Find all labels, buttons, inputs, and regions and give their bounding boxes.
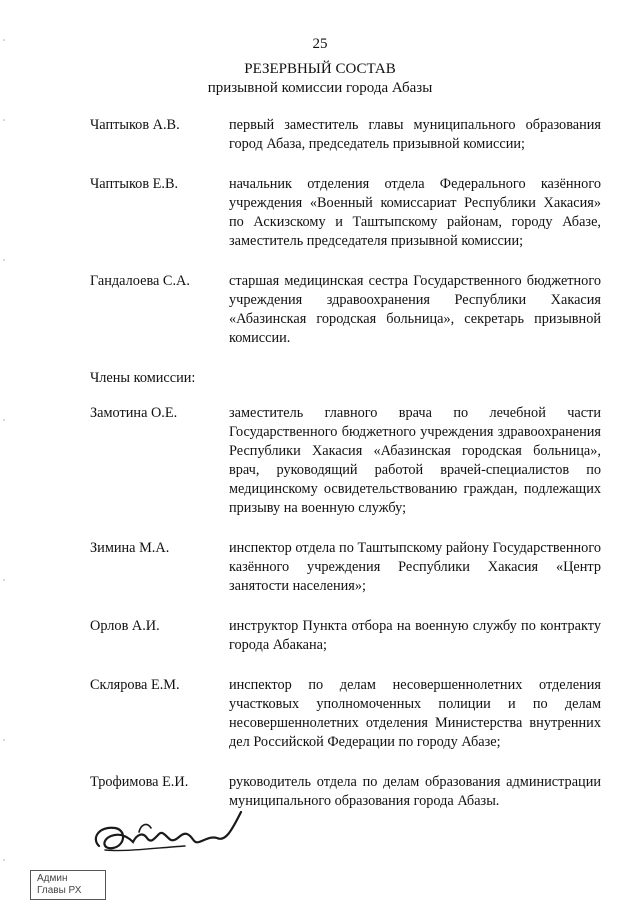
entry-role: первый заместитель главы муниципального образования город Абаза, председатель призывной комиссии; [229,117,601,152]
member-item [90,539,602,596]
member-name: Орлов А.И. [90,618,160,634]
member-role: инспектор по делам несовершеннолетних отделения участковых уполномоченных полиции и по делам несовершеннолетних отделения Министерства внутренних дел Российской Федерации по городу Абазе; [229,677,601,750]
document-title: РЕЗЕРВНЫЙ СОСТАВ [244,61,396,77]
member-role: руководитель отдела по делам образования администрации муниципального образования города Абазы. [229,774,601,809]
stamp-line: Админ [37,873,68,884]
entry-name: Чаптыков Е.В. [90,176,179,192]
commission-list [90,116,602,832]
stamp-line: Главы РХ [37,885,82,896]
members-label: Члены комиссии: [90,370,196,386]
entry-role: старшая медицинская сестра Государственного бюджетного учреждения здравоохранения Республики Хакасия «Абазинская городская больница», секретарь призывной комиссии. [229,273,601,346]
member-item [90,676,602,752]
member-name: Зимина М.А. [90,540,170,556]
member-item [90,404,602,518]
entry-chairman [90,116,602,154]
member-role: инструктор Пункта отбора на военную службу по контракту города Абакана; [229,618,601,653]
entry-secretary [90,272,602,348]
entry-role: начальник отделения отдела Федерального казённого учреждения «Военный комиссариат Республики Хакасия» по Аскизскому и Таштыпскому районам, городу Абазе, заместитель председателя призывной комиссии; [229,176,601,249]
signature-image [85,802,255,872]
member-name: Замотина О.Е. [90,405,178,421]
stamp-box [30,870,106,900]
entry-name: Гандалоева С.А. [90,273,190,289]
member-name: Трофимова Е.И. [90,774,189,790]
entry-name: Чаптыков А.В. [90,117,180,133]
margin-dots [2,0,6,905]
member-item [90,617,602,655]
member-role: заместитель главного врача по лечебной части Государственного бюджетного учреждения здравоохранения Республики Хакасия «Абазинская городская больница», врач, руководящий работой врачей-специалистов по медицинскому освидетельствованию граждан, подлежащих призыву на военную службу; [229,405,601,516]
entry-deputy-chairman [90,175,602,251]
member-role: инспектор отдела по Таштыпскому району Государственного казённого учреждения Республики Хакасия «Центр занятости населения»; [229,540,601,594]
member-name: Склярова Е.М. [90,677,180,693]
page-number: 25 [312,36,328,52]
document-subtitle: призывной комиссии города Абазы [207,80,433,96]
